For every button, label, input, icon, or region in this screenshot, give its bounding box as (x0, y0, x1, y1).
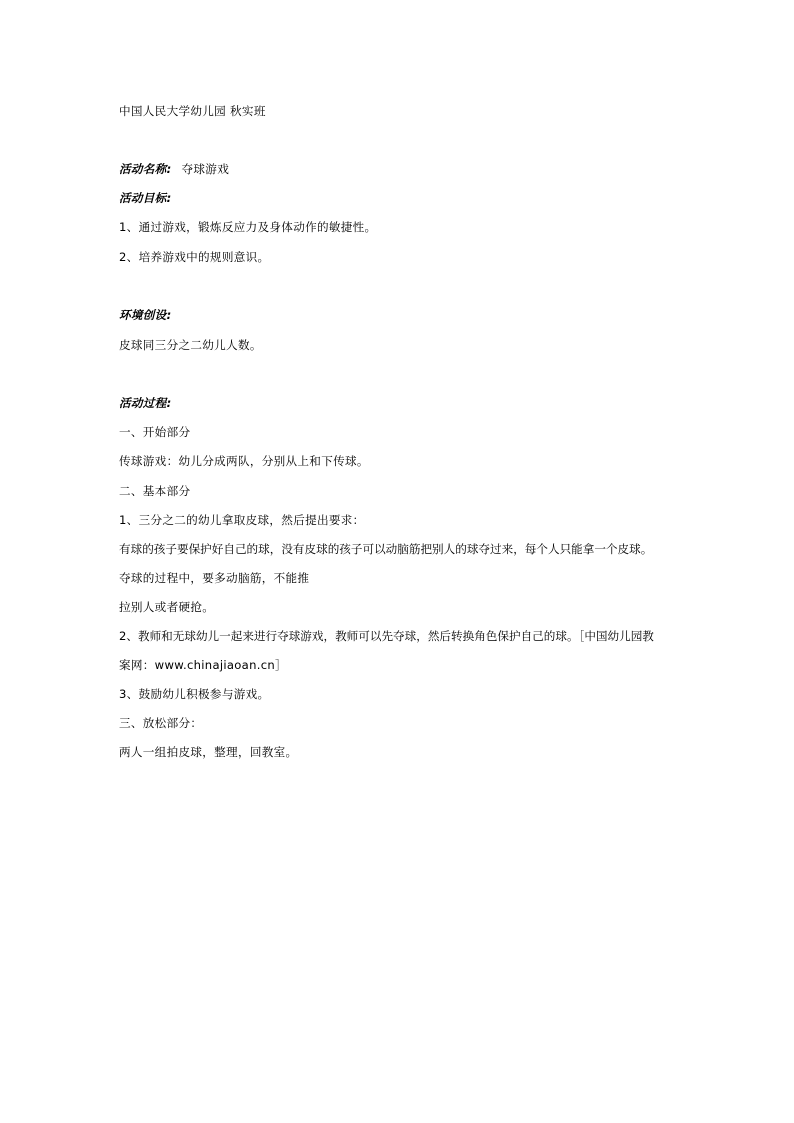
process-line: 1、三分之二的幼儿拿取皮球，然后提出要求： (119, 513, 365, 527)
process-line: 夺球的过程中，要多动脑筋，不能推 (119, 571, 310, 585)
process-line: 有球的孩子要保护好自己的球，没有皮球的孩子可以动脑筋把别人的球夺过来，每个人只能拿一个皮球。 (119, 542, 653, 556)
environment-heading: 环境创设: (119, 308, 172, 322)
activity-name-label: 活动名称: (119, 162, 172, 176)
goal-item: 1、通过游戏，锻炼反应力及身体动作的敏捷性。 (119, 220, 377, 234)
section-heading-relax: 三、放松部分： (119, 716, 203, 730)
section-heading-start: 一、开始部分 (119, 425, 191, 439)
process-line: 拉别人或者硬抢。 (119, 600, 215, 614)
process-line: 传球游戏：幼儿分成两队，分别从上和下传球。 (119, 454, 369, 468)
document-header: 中国人民大学幼儿园 秋实班 (119, 104, 266, 118)
process-heading: 活动过程: (119, 396, 172, 410)
section-heading-basic: 二、基本部分 (119, 484, 191, 498)
environment-text: 皮球同三分之二幼儿人数。 (119, 338, 262, 352)
goals-heading: 活动目标: (119, 191, 172, 205)
activity-name-row (119, 161, 229, 177)
process-line: 案网：www.chinajiaoan.cn］ (119, 658, 287, 672)
process-line: 3、鼓励幼儿积极参与游戏。 (119, 687, 270, 701)
process-line: 2、教师和无球幼儿一起来进行夺球游戏，教师可以先夺球，然后转换角色保护自己的球。［中国幼儿园教 (119, 629, 654, 643)
process-line: 两人一组拍皮球，整理，回教室。 (119, 745, 298, 759)
activity-name-value: 夺球游戏 (181, 162, 230, 176)
goal-item: 2、培养游戏中的规则意识。 (119, 250, 270, 264)
